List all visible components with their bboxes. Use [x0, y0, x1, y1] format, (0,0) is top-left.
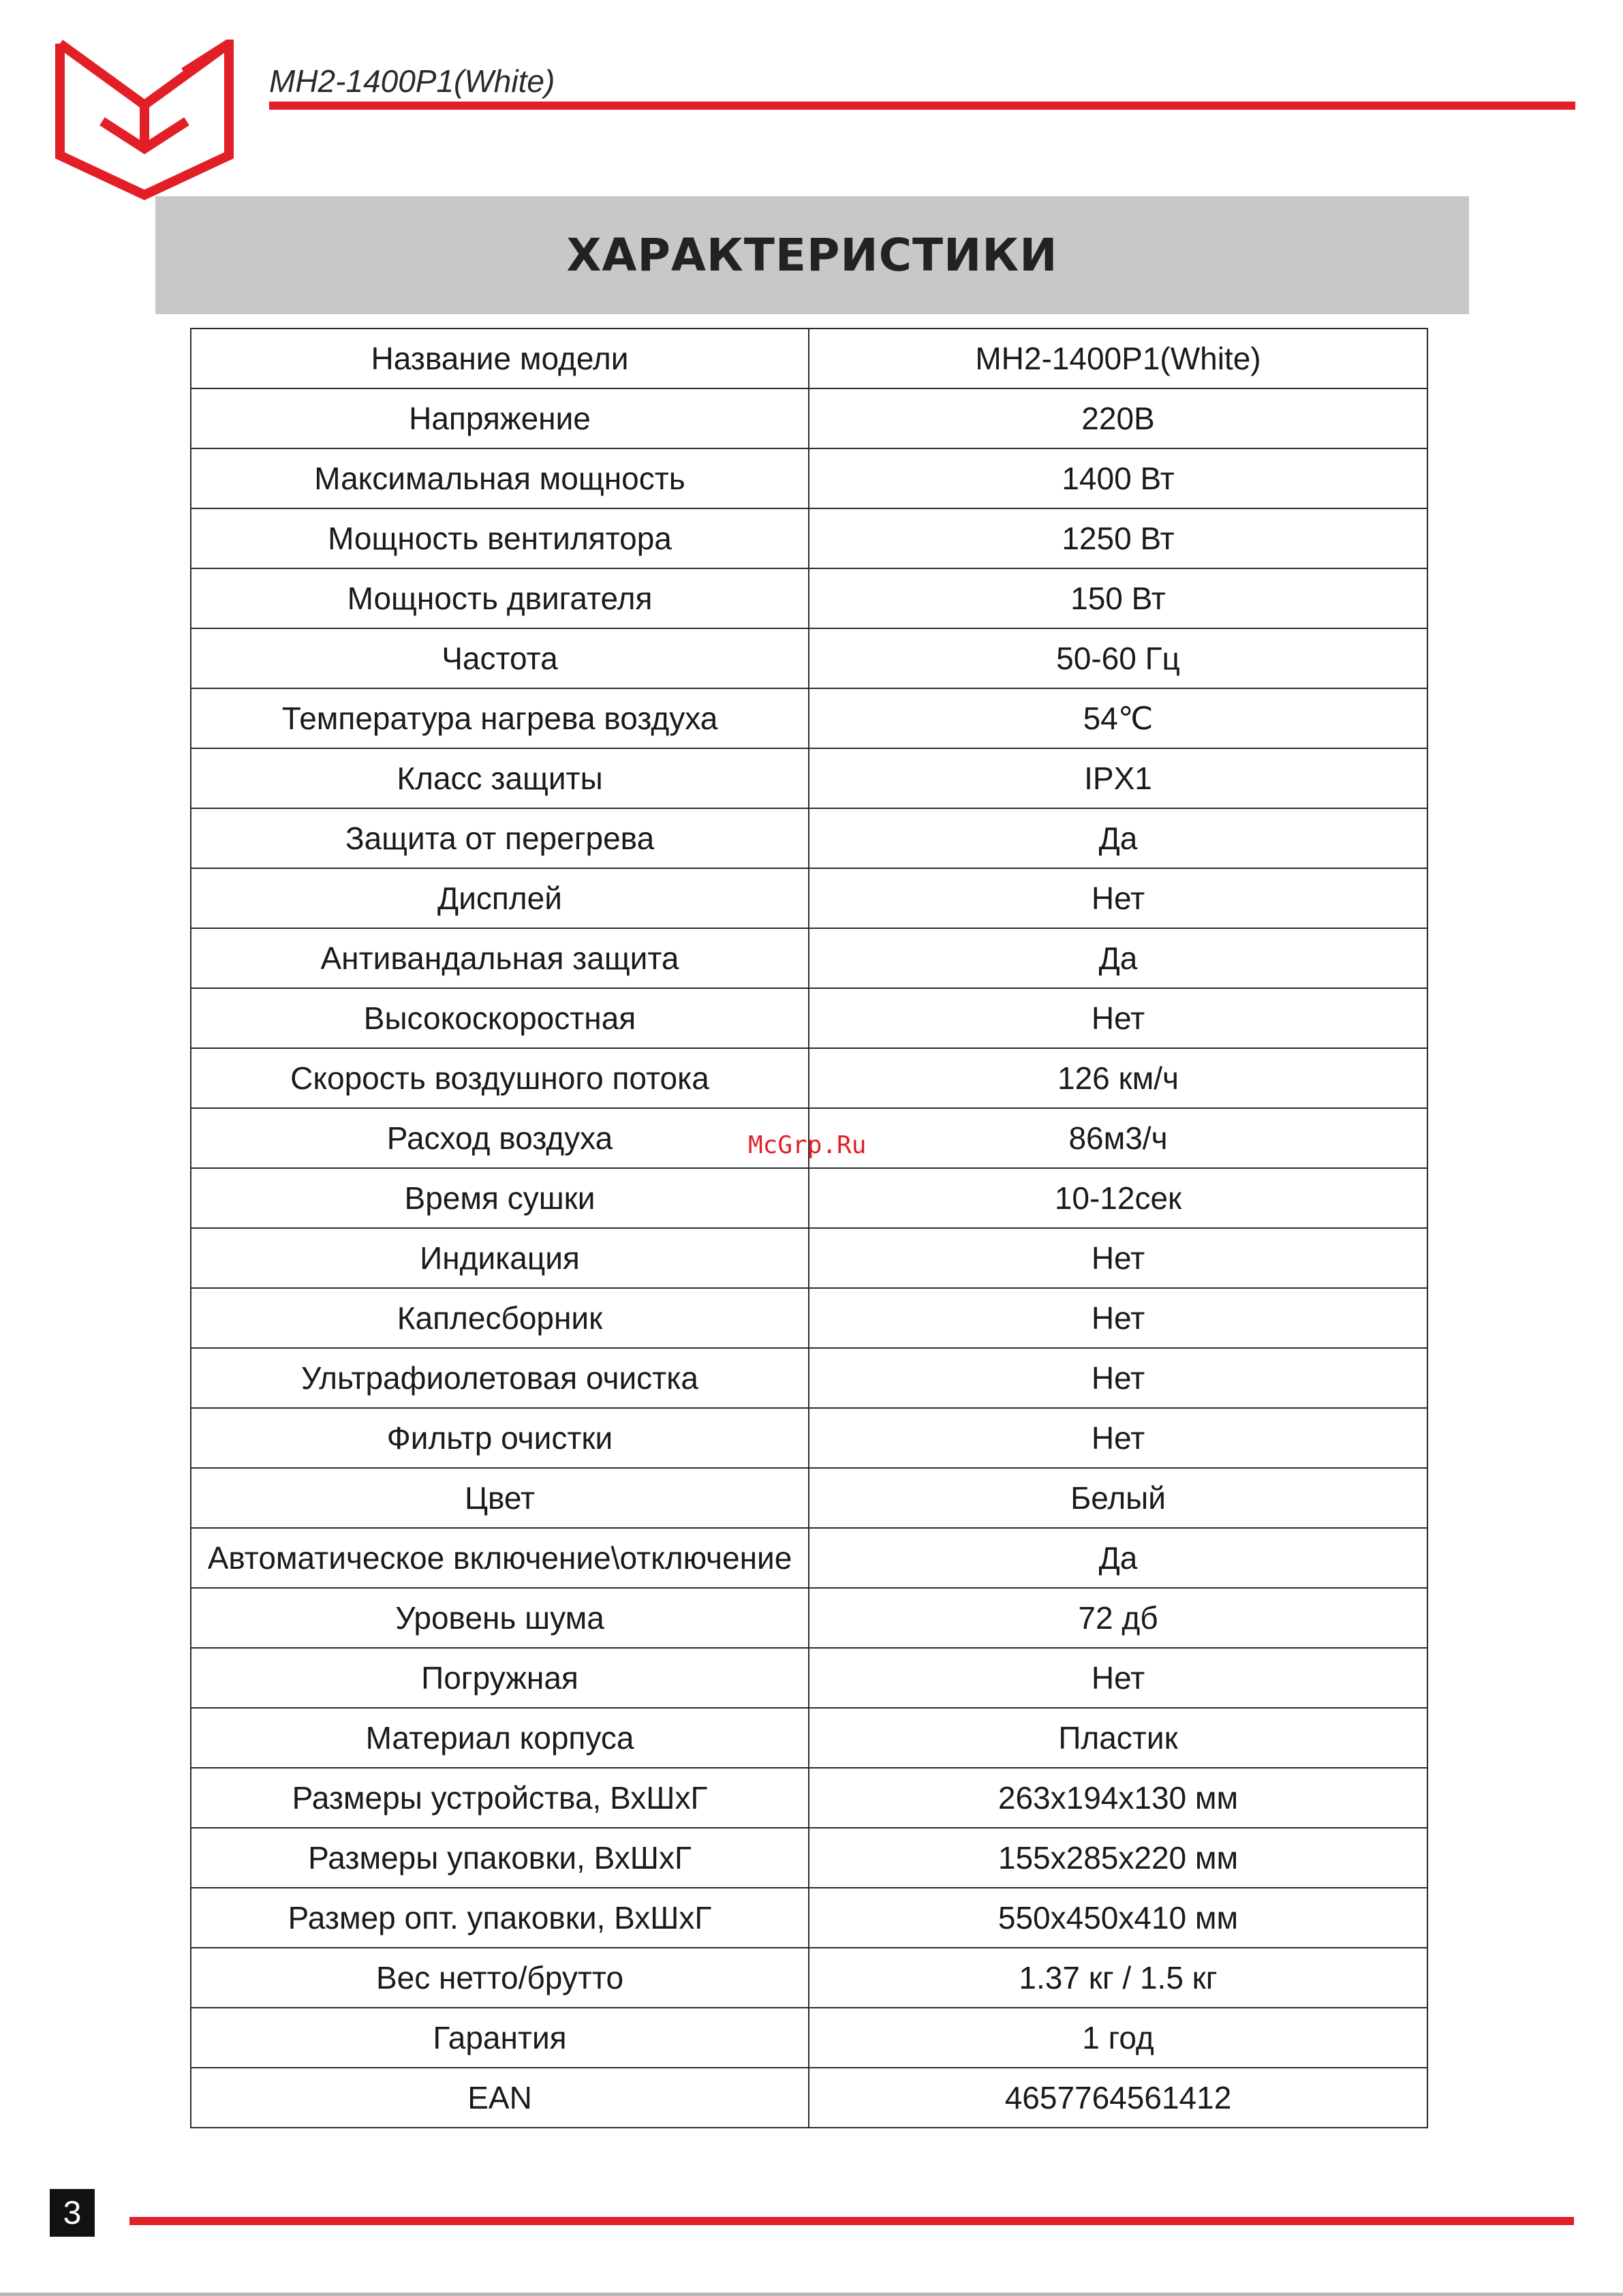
spec-label: Размеры упаковки, ВхШхГ	[191, 1828, 809, 1888]
spec-value: 150 Вт	[809, 568, 1427, 628]
spec-value: 10-12сек	[809, 1168, 1427, 1228]
spec-value: Нет	[809, 868, 1427, 928]
spec-value: 4657764561412	[809, 2068, 1427, 2128]
spec-row	[191, 1588, 1427, 1648]
spec-value: 550х450х410 мм	[809, 1888, 1427, 1948]
spec-value: 1250 Вт	[809, 508, 1427, 568]
spec-row	[191, 1288, 1427, 1348]
spec-label: Материал корпуса	[191, 1708, 809, 1768]
spec-row	[191, 1528, 1427, 1588]
spec-label: Скорость воздушного потока	[191, 1048, 809, 1108]
spec-value: Да	[809, 1528, 1427, 1588]
spec-value: 54℃	[809, 688, 1427, 748]
header-model-name: MH2-1400P1(White)	[269, 63, 555, 99]
spec-row	[191, 2008, 1427, 2068]
spec-row	[191, 868, 1427, 928]
spec-label: Гарантия	[191, 2008, 809, 2068]
spec-label: Цвет	[191, 1468, 809, 1528]
spec-value: 1400 Вт	[809, 448, 1427, 508]
spec-value: Нет	[809, 988, 1427, 1048]
spec-value: 72 дб	[809, 1588, 1427, 1648]
spec-row	[191, 988, 1427, 1048]
spec-label: Фильтр очистки	[191, 1408, 809, 1468]
spec-value: 86м3/ч	[809, 1108, 1427, 1168]
spec-label: EAN	[191, 2068, 809, 2128]
spec-value: IPX1	[809, 748, 1427, 808]
spec-row	[191, 508, 1427, 568]
section-title-band	[155, 196, 1469, 314]
spec-label: Класс защиты	[191, 748, 809, 808]
spec-row	[191, 1348, 1427, 1408]
spec-label: Время сушки	[191, 1168, 809, 1228]
header-rule	[269, 102, 1575, 110]
spec-row	[191, 388, 1427, 448]
spec-row	[191, 808, 1427, 868]
spec-label: Название модели	[191, 328, 809, 388]
spec-row	[191, 1948, 1427, 2008]
spec-label: Напряжение	[191, 388, 809, 448]
spec-row	[191, 1228, 1427, 1288]
spec-value: 1 год	[809, 2008, 1427, 2068]
spec-value: Нет	[809, 1648, 1427, 1708]
spec-value: 1.37 кг / 1.5 кг	[809, 1948, 1427, 2008]
spec-label: Дисплей	[191, 868, 809, 928]
spec-label: Частота	[191, 628, 809, 688]
spec-row	[191, 328, 1427, 388]
spec-table	[190, 328, 1428, 2128]
spec-label: Мощность вентилятора	[191, 508, 809, 568]
spec-value: Белый	[809, 1468, 1427, 1528]
spec-row	[191, 928, 1427, 988]
spec-row	[191, 1168, 1427, 1228]
spec-value: Нет	[809, 1228, 1427, 1288]
spec-label: Высокоскоростная	[191, 988, 809, 1048]
spec-value: Пластик	[809, 1708, 1427, 1768]
spec-value: 220В	[809, 388, 1427, 448]
spec-value: Да	[809, 928, 1427, 988]
spec-value: 263х194х130 мм	[809, 1768, 1427, 1828]
spec-label: Защита от перегрева	[191, 808, 809, 868]
spec-row	[191, 1648, 1427, 1708]
page-number: 3	[50, 2189, 95, 2237]
page-title: ХАРАКТЕРИСТИКИ	[566, 229, 1058, 281]
watermark: McGrp.Ru	[748, 1131, 867, 1159]
spec-row	[191, 1468, 1427, 1528]
spec-label: Уровень шума	[191, 1588, 809, 1648]
spec-row	[191, 568, 1427, 628]
spec-label: Температура нагрева воздуха	[191, 688, 809, 748]
spec-label: Погружная	[191, 1648, 809, 1708]
spec-table-body	[191, 328, 1427, 2128]
spec-row	[191, 1708, 1427, 1768]
spec-value: 50-60 Гц	[809, 628, 1427, 688]
spec-value: Да	[809, 808, 1427, 868]
spec-label: Максимальная мощность	[191, 448, 809, 508]
spec-value: Нет	[809, 1348, 1427, 1408]
spec-row	[191, 1048, 1427, 1108]
spec-row	[191, 628, 1427, 688]
spec-row	[191, 1768, 1427, 1828]
spec-label: Антивандальная защита	[191, 928, 809, 988]
brand-logo-icon	[55, 40, 234, 200]
spec-row	[191, 448, 1427, 508]
page-edge	[0, 2293, 1623, 2296]
spec-label: Индикация	[191, 1228, 809, 1288]
spec-value: Нет	[809, 1288, 1427, 1348]
spec-label: Расход воздуха	[191, 1108, 809, 1168]
spec-label: Мощность двигателя	[191, 568, 809, 628]
spec-row	[191, 688, 1427, 748]
spec-label: Размер опт. упаковки, ВхШхГ	[191, 1888, 809, 1948]
spec-value: 155х285х220 мм	[809, 1828, 1427, 1888]
spec-value: Нет	[809, 1408, 1427, 1468]
spec-label: Размеры устройства, ВхШхГ	[191, 1768, 809, 1828]
footer-rule	[129, 2217, 1574, 2225]
spec-row	[191, 1888, 1427, 1948]
spec-row	[191, 2068, 1427, 2128]
spec-row	[191, 748, 1427, 808]
spec-row	[191, 1828, 1427, 1888]
spec-row	[191, 1408, 1427, 1468]
spec-label: Каплесборник	[191, 1288, 809, 1348]
spec-label: Ультрафиолетовая очистка	[191, 1348, 809, 1408]
spec-label: Вес нетто/брутто	[191, 1948, 809, 2008]
spec-value: MH2-1400P1(White)	[809, 328, 1427, 388]
spec-value: 126 км/ч	[809, 1048, 1427, 1108]
spec-label: Автоматическое включение\отключение	[191, 1528, 809, 1588]
